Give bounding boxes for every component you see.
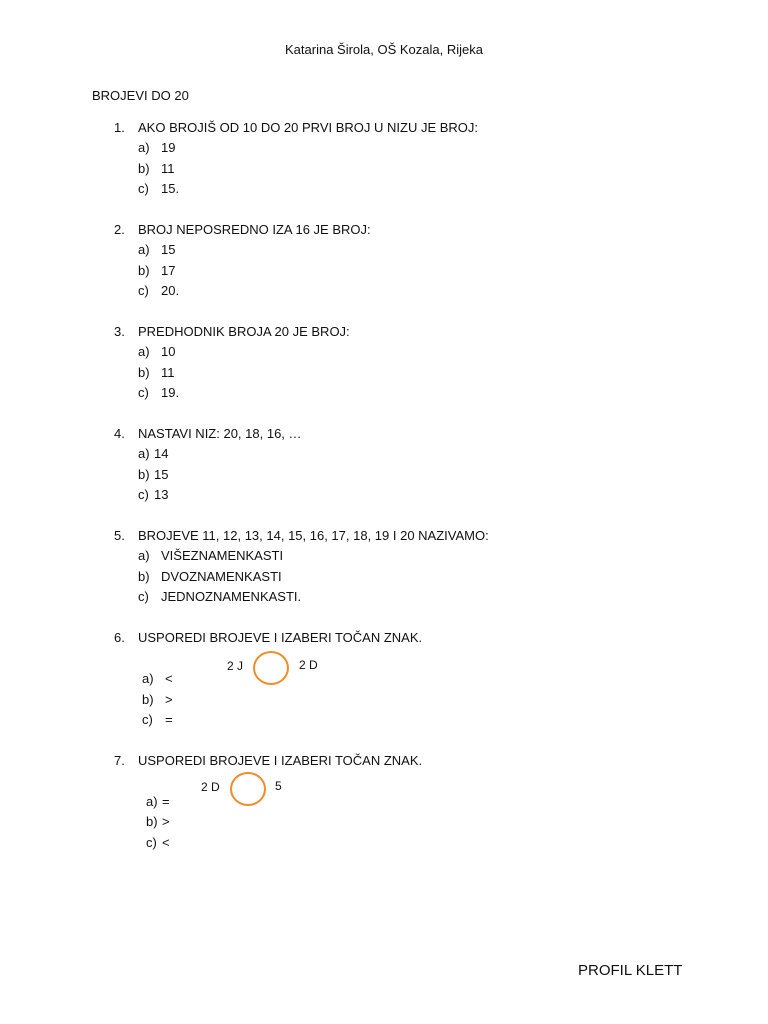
option-letter: a)	[138, 548, 150, 563]
option-text[interactable]: >	[162, 814, 170, 829]
question-text: BROJ NEPOSREDNO IZA 16 JE BROJ:	[138, 222, 371, 237]
option-letter: b)	[138, 161, 150, 176]
option-letter: a)	[138, 242, 150, 257]
option-letter: c)	[138, 283, 149, 298]
option-text[interactable]: 15	[161, 242, 176, 257]
option-text[interactable]: 15	[154, 467, 169, 482]
question-number: 7.	[114, 753, 125, 768]
option-text[interactable]: 13	[154, 487, 169, 502]
compare-left: 2 J	[227, 659, 244, 673]
compare-right: 2 D	[299, 658, 318, 672]
option-letter: c)	[146, 835, 157, 850]
option-letter: b)	[138, 263, 150, 278]
option-letter: c)	[138, 181, 149, 196]
option-letter: b)	[138, 365, 150, 380]
option-letter: c)	[138, 487, 149, 502]
question-text: AKO BROJIŠ OD 10 DO 20 PRVI BROJ U NIZU JE BROJ:	[138, 120, 479, 135]
question-number: 5.	[114, 528, 125, 543]
option-letter: a)	[138, 344, 150, 359]
question-number: 3.	[114, 324, 125, 339]
option-text[interactable]: DVOZNAMENKASTI	[161, 569, 282, 584]
option-letter: b)	[138, 467, 150, 482]
question-number: 1.	[114, 120, 125, 135]
option-text[interactable]: JEDNOZNAMENKASTI.	[161, 589, 302, 604]
option-text[interactable]: 10	[161, 344, 176, 359]
question-text: NASTAVI NIZ: 20, 18, 16, …	[138, 426, 302, 441]
option-letter: a)	[138, 140, 150, 155]
option-text[interactable]: =	[165, 712, 173, 727]
compare-right: 5	[275, 779, 282, 793]
option-letter: b)	[138, 569, 150, 584]
question-text: BROJEVE 11, 12, 13, 14, 15, 16, 17, 18, 19 I 20 NAZIVAMO:	[138, 528, 489, 543]
option-text[interactable]: 19	[161, 140, 176, 155]
option-text[interactable]: >	[165, 692, 173, 707]
worksheet-title: BROJEVI DO 20	[92, 88, 189, 103]
option-letter: a)	[146, 794, 158, 809]
compare-left: 2 D	[201, 780, 220, 794]
option-text[interactable]: 20.	[161, 283, 180, 298]
question-number: 2.	[114, 222, 125, 237]
option-text[interactable]: <	[165, 671, 173, 686]
option-letter: c)	[142, 712, 153, 727]
option-text[interactable]: VIŠEZNAMENKASTI	[161, 548, 284, 563]
option-text[interactable]: 11	[161, 161, 175, 176]
footer-publisher: PROFIL KLETT	[578, 962, 683, 979]
option-text[interactable]: <	[162, 835, 170, 850]
question-text: USPOREDI BROJEVE I IZABERI TOČAN ZNAK.	[138, 753, 423, 768]
option-letter: a)	[142, 671, 154, 686]
option-letter: c)	[138, 589, 149, 604]
option-text[interactable]: =	[162, 794, 170, 809]
question-number: 4.	[114, 426, 125, 441]
option-letter: b)	[142, 692, 154, 707]
answer-circle[interactable]	[230, 772, 266, 806]
question-text: PREDHODNIK BROJA 20 JE BROJ:	[138, 324, 350, 339]
header-author: Katarina Širola, OŠ Kozala, Rijeka	[285, 42, 483, 57]
option-text[interactable]: 15.	[161, 181, 180, 196]
question-number: 6.	[114, 630, 125, 645]
option-letter: b)	[146, 814, 158, 829]
answer-circle[interactable]	[253, 651, 289, 685]
option-text[interactable]: 19.	[161, 385, 180, 400]
option-text[interactable]: 17	[161, 263, 176, 278]
option-letter: c)	[138, 385, 149, 400]
option-text[interactable]: 11	[161, 365, 175, 380]
question-text: USPOREDI BROJEVE I IZABERI TOČAN ZNAK.	[138, 630, 423, 645]
option-letter: a)	[138, 446, 150, 461]
option-text[interactable]: 14	[154, 446, 169, 461]
